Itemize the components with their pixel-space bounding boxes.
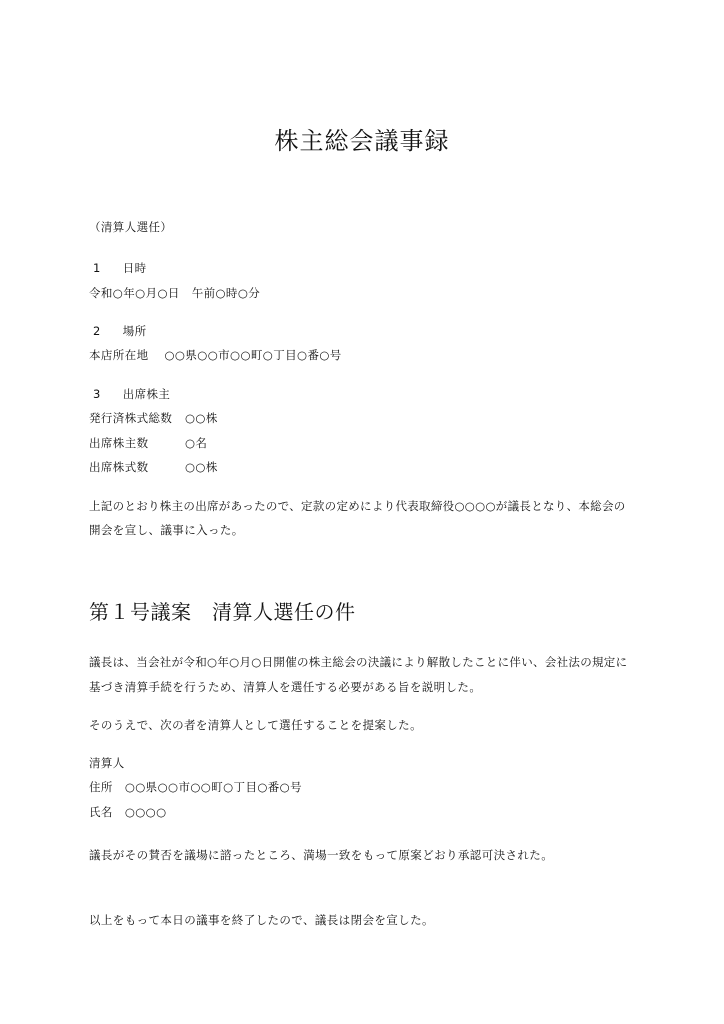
row-label: 発行済株式総数 (89, 411, 173, 425)
resolution-statement: 議長がその賛否を議場に諮ったところ、満場一致をもって原案どおり承認可決された。 (89, 848, 554, 862)
name-label: 氏名 (89, 805, 113, 819)
section-title: 日時 (122, 261, 147, 275)
section-2-heading (93, 326, 147, 338)
address-value: ○○県○○市○○町○丁目○番○号 (124, 780, 303, 794)
closing-statement: 以上をもって本日の議事を終了したので、議長は閉会を宣した。 (89, 913, 434, 927)
agenda-explanation-line-1: 議長は、当会社が令和○年○月○日開催の株主総会の決議により解散したことに伴い、会社法の規定に (89, 655, 628, 669)
section-1-heading (93, 263, 147, 275)
liquidator-heading: 清算人 (89, 756, 125, 770)
attendance-row-issued-shares (89, 413, 218, 425)
document-subtitle: （清算人選任） (89, 220, 173, 234)
opening-paragraph-line-2: 開会を宣し、議事に入った。 (89, 523, 244, 537)
section-3-heading (93, 389, 170, 401)
agenda-proposal: そのうえで、次の者を清算人として選任することを提案した。 (89, 718, 422, 732)
section-number: 1 (93, 261, 101, 275)
liquidator-name (89, 807, 167, 819)
section-title: 出席株主 (122, 387, 171, 401)
location-label: 本店所在地 (89, 348, 149, 362)
meeting-location (89, 350, 342, 362)
liquidator-address (89, 782, 302, 794)
attendance-row-shares (89, 462, 218, 474)
agenda-heading: 第１号議案 清算人選任の件 (89, 600, 356, 624)
opening-paragraph-line-1: 上記のとおり株主の出席があったので、定款の定めにより代表取締役○○○○が議長となり、本総会の (89, 499, 626, 513)
meeting-datetime: 令和○年○月○日 午前○時○分 (89, 286, 261, 300)
address-label: 住所 (89, 780, 113, 794)
row-label: 出席株式数 (89, 460, 149, 474)
location-value: ○○県○○市○○町○丁目○番○号 (164, 348, 342, 362)
row-value: ○○株 (185, 411, 218, 425)
name-value: ○○○○ (124, 805, 167, 819)
section-number: 2 (93, 324, 101, 338)
section-number: 3 (93, 387, 101, 401)
attendance-row-shareholders (89, 438, 207, 450)
row-value: ○名 (185, 436, 208, 450)
agenda-explanation-line-2: 基づき清算手続を行うため、清算人を選任する必要がある旨を説明した。 (89, 680, 482, 694)
document-title: 株主総会議事録 (274, 127, 450, 155)
row-value: ○○株 (185, 460, 218, 474)
section-title: 場所 (122, 324, 147, 338)
row-label: 出席株主数 (89, 436, 149, 450)
